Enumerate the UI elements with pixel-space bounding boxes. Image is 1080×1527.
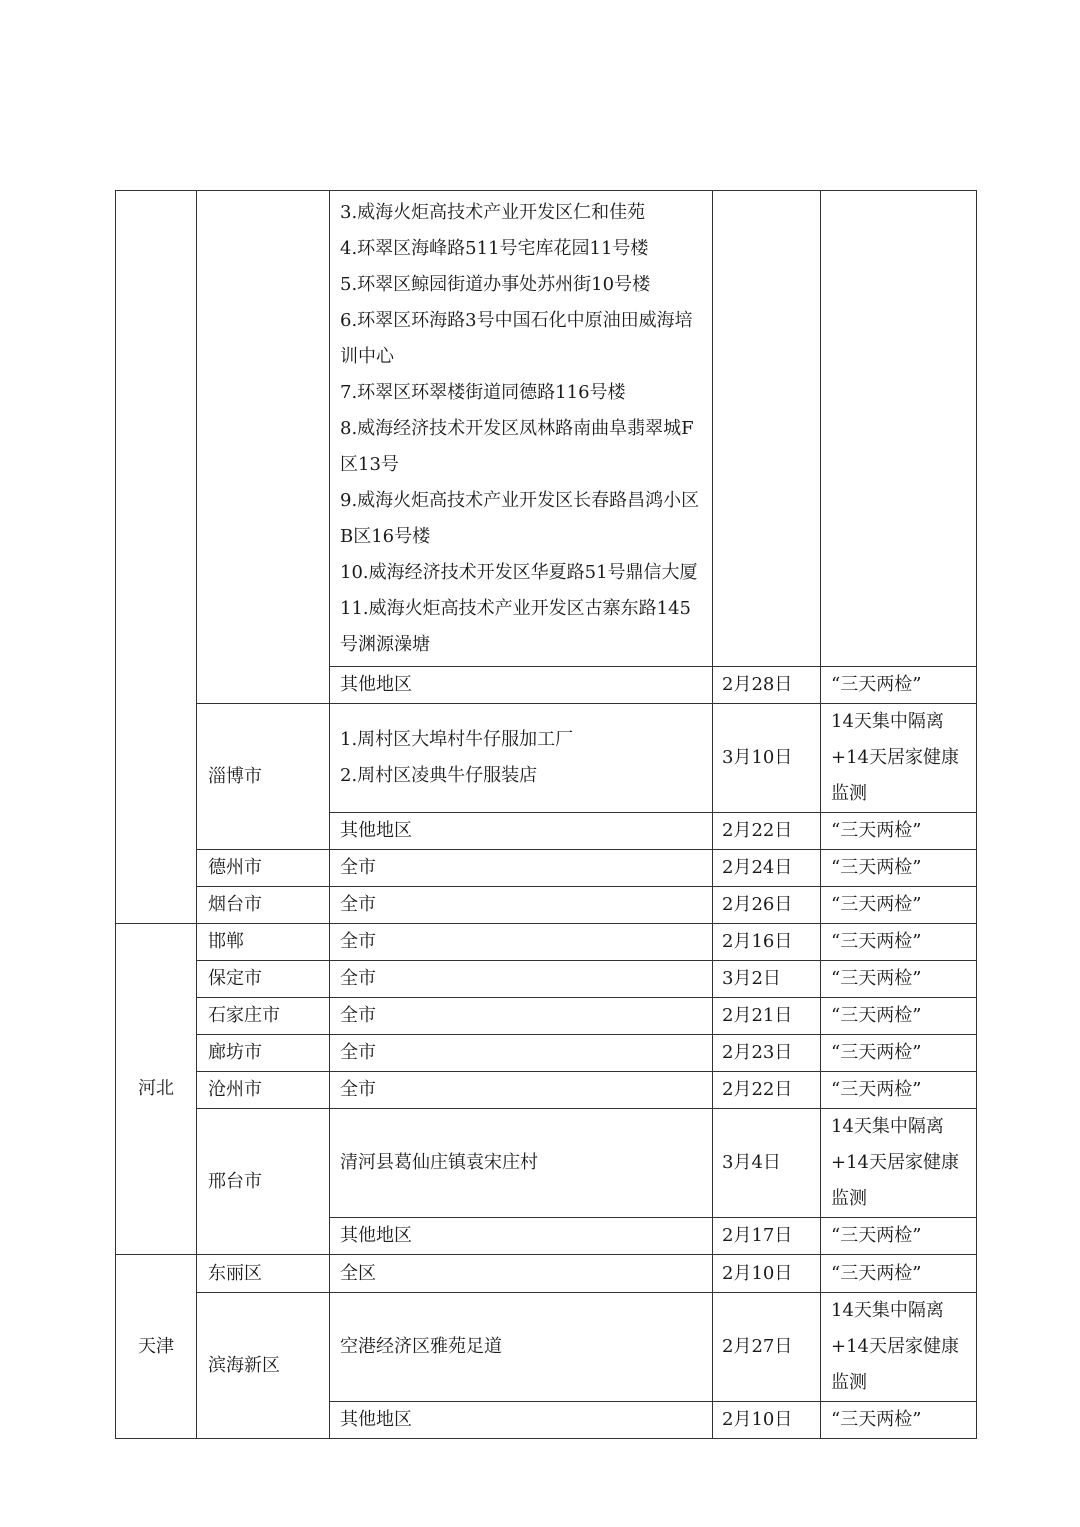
city-cell: 廊坊市 <box>197 1035 330 1072</box>
list-item: 4.环翠区海峰路511号宅库花园11号楼 <box>340 238 649 259</box>
date-cell: 2月17日 <box>713 1218 821 1255</box>
area-cell: 全市 <box>330 998 713 1035</box>
city-cell: 德州市 <box>197 850 330 887</box>
measure-cell: “三天两检” <box>821 1035 977 1072</box>
list-item: 3.威海火炬高技术产业开发区仁和佳苑 <box>340 202 646 223</box>
measure-cell: “三天两检” <box>821 1402 977 1439</box>
measure-cell: “三天两检” <box>821 1218 977 1255</box>
area-cell: 空港经济区雅苑足道 <box>330 1293 713 1402</box>
date-cell: 2月28日 <box>713 667 821 704</box>
area-cell: 全市 <box>330 1035 713 1072</box>
date-cell: 2月26日 <box>713 887 821 924</box>
area-cell: 其他地区 <box>330 1402 713 1439</box>
measure-cell: “三天两检” <box>821 850 977 887</box>
province-cell-shandong <box>116 191 197 924</box>
area-cell: 全区 <box>330 1255 713 1293</box>
city-cell: 沧州市 <box>197 1072 330 1109</box>
area-cell <box>330 704 713 813</box>
measure-cell: 14天集中隔离+14天居家健康监测 <box>821 704 977 813</box>
date-cell: 3月4日 <box>713 1109 821 1218</box>
list-item: 11.威海火炬高技术产业开发区古寨东路145号渊源澡塘 <box>340 598 691 655</box>
table-row <box>116 961 977 998</box>
list-item: 8.威海经济技术开发区凤林路南曲阜翡翠城F区13号 <box>340 418 694 475</box>
date-cell: 2月24日 <box>713 850 821 887</box>
list-item: 7.环翠区环翠楼街道同德路116号楼 <box>340 382 626 403</box>
date-cell: 2月23日 <box>713 1035 821 1072</box>
table-row <box>116 191 977 667</box>
list-item: 1.周村区大埠村牛仔服加工厂 <box>340 729 574 750</box>
area-cell: 清河县葛仙庄镇袁宋庄村 <box>330 1109 713 1218</box>
list-item: 10.威海经济技术开发区华夏路51号鼎信大厦 <box>340 562 698 583</box>
area-cell: 全市 <box>330 961 713 998</box>
date-cell: 2月22日 <box>713 1072 821 1109</box>
area-cell: 全市 <box>330 850 713 887</box>
table-row <box>116 704 977 813</box>
area-cell: 全市 <box>330 924 713 961</box>
table-row <box>116 850 977 887</box>
area-cell: 全市 <box>330 887 713 924</box>
table-row <box>116 1072 977 1109</box>
date-cell <box>713 191 821 667</box>
date-cell: 3月10日 <box>713 704 821 813</box>
city-cell: 保定市 <box>197 961 330 998</box>
measure-cell: 14天集中隔离+14天居家健康监测 <box>821 1109 977 1218</box>
area-cell: 其他地区 <box>330 1218 713 1255</box>
city-cell-zibo: 淄博市 <box>197 704 330 850</box>
measure-cell: “三天两检” <box>821 813 977 850</box>
area-cell: 全市 <box>330 1072 713 1109</box>
city-cell: 石家庄市 <box>197 998 330 1035</box>
date-cell: 2月10日 <box>713 1402 821 1439</box>
measure-cell: “三天两检” <box>821 887 977 924</box>
date-cell: 2月10日 <box>713 1255 821 1293</box>
list-item: 2.周村区凌典牛仔服装店 <box>340 765 538 786</box>
table-row <box>116 924 977 961</box>
date-cell: 2月21日 <box>713 998 821 1035</box>
table-row <box>116 1109 977 1218</box>
measure-cell <box>821 191 977 667</box>
city-cell: 东丽区 <box>197 1255 330 1293</box>
province-cell-hebei: 河北 <box>116 924 197 1255</box>
list-item: 9.威海火炬高技术产业开发区长春路昌鸿小区B区16号楼 <box>340 490 700 547</box>
list-item: 5.环翠区鲸园街道办事处苏州街10号楼 <box>340 274 651 295</box>
city-cell: 邯郸 <box>197 924 330 961</box>
city-cell-xingtai: 邢台市 <box>197 1109 330 1255</box>
city-cell: 烟台市 <box>197 887 330 924</box>
measure-cell: 14天集中隔离+14天居家健康监测 <box>821 1293 977 1402</box>
date-cell: 2月27日 <box>713 1293 821 1402</box>
list-item: 6.环翠区环海路3号中国石化中原油田威海培训中心 <box>340 310 693 367</box>
weihai-place-list <box>330 191 713 667</box>
table-row <box>116 1035 977 1072</box>
city-cell-binhai: 滨海新区 <box>197 1293 330 1439</box>
measure-cell: “三天两检” <box>821 1072 977 1109</box>
measure-cell: “三天两检” <box>821 998 977 1035</box>
table-row <box>116 887 977 924</box>
city-cell-weihai <box>197 191 330 704</box>
table-row <box>116 1293 977 1402</box>
measure-cell: “三天两检” <box>821 961 977 998</box>
table-row <box>116 1255 977 1293</box>
measure-cell: “三天两检” <box>821 1255 977 1293</box>
province-cell-tianjin: 天津 <box>116 1255 197 1439</box>
area-cell: 其他地区 <box>330 667 713 704</box>
table-row <box>116 998 977 1035</box>
date-cell: 2月16日 <box>713 924 821 961</box>
risk-area-table <box>115 190 977 1439</box>
measure-cell: “三天两检” <box>821 924 977 961</box>
date-cell: 3月2日 <box>713 961 821 998</box>
area-cell: 其他地区 <box>330 813 713 850</box>
measure-cell: “三天两检” <box>821 667 977 704</box>
date-cell: 2月22日 <box>713 813 821 850</box>
